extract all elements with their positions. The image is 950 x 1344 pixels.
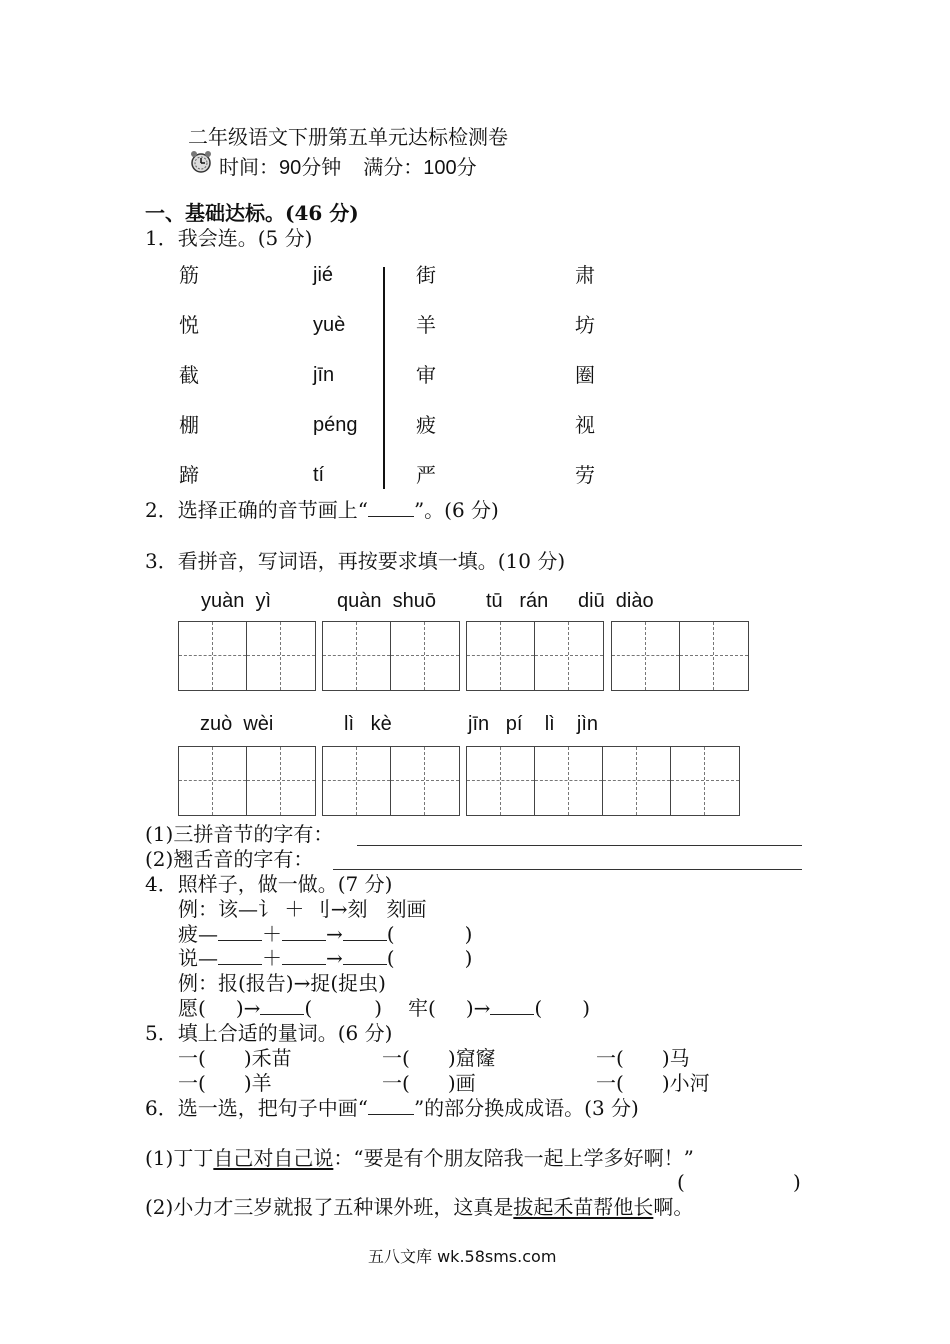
time-label: 时间： [219,155,279,179]
q5-item: 一( )禾苗 [178,1046,292,1070]
score-unit: 分 [456,155,477,179]
q1-right-char-b: 圈 [575,363,595,387]
q6-answer-paren-open: ( [677,1170,685,1194]
q1-right-char-a: 疲 [416,413,436,437]
q1-left-char: 筋 [179,263,199,287]
blank[interactable] [218,922,262,941]
writing-grid[interactable] [178,746,316,816]
q3-pinyin: jīn pí lì jìn [468,713,599,735]
blank[interactable] [282,922,326,941]
time-unit: 分钟 [301,155,342,179]
underline-sample [368,1096,414,1115]
q1-pinyin: tí [313,464,325,486]
q3-sub1-label: (1)三拼音节的字有： [145,822,334,846]
q5-item: 一( )马 [596,1046,690,1070]
writing-grid[interactable] [611,621,749,691]
blank[interactable] [490,996,534,1015]
q1-pinyin: jié [313,264,334,286]
q4-line2: 说— ＋ → ( ) [178,946,473,970]
q1-right-char-a: 严 [416,463,436,487]
q4-title: 4．照样子，做一做。(7 分) [145,872,393,896]
q3-pinyin: diū diào [578,590,654,612]
blank[interactable] [218,946,262,965]
score-value: 100 [423,157,457,179]
writing-grid[interactable] [322,746,460,816]
q5-title: 5．填上合适的量词。(6 分) [145,1021,393,1045]
q3-pinyin: tū rán [486,590,549,612]
exam-info [219,155,477,180]
q1-right-char-b: 视 [575,413,595,437]
q3-sub2-answer-line[interactable] [333,869,802,870]
writing-grid[interactable] [466,746,740,816]
q1-pinyin: yuè [313,314,346,336]
writing-grid[interactable] [178,621,316,691]
q3-title: 3．看拼音，写词语，再按要求填一填。(10 分) [145,549,566,573]
q3-pinyin: zuò wèi [200,713,274,735]
q1-right-char-b: 劳 [575,463,595,487]
q5-item: 一( )小河 [596,1071,710,1095]
q3-pinyin: lì kè [344,713,392,735]
q3-sub1-answer-line[interactable] [357,845,802,846]
q1-right-char-a: 审 [416,363,436,387]
q6-sentence-1: (1)丁丁自己对自己说：“要是有个朋友陪我一起上学多好啊！” [145,1146,694,1170]
q4-example1: 例：该—讠 ＋ 刂→刻 刻画 [178,897,427,921]
blank[interactable] [260,996,304,1015]
q1-right-char-b: 肃 [575,263,595,287]
blank[interactable] [282,946,326,965]
q1-divider [383,267,385,489]
blank[interactable] [343,946,387,965]
q4-example2: 例：报(报告)→捉(捉虫) [178,971,386,995]
q1-pinyin: jīn [313,364,335,386]
section-heading: 一、基础达标。(46 分) [145,201,359,225]
q6-sentence-2: (2)小力才三岁就报了五种课外班，这真是拔起禾苗帮他长啊。 [145,1195,694,1219]
writing-grid[interactable] [466,621,604,691]
writing-grid[interactable] [322,621,460,691]
q2-title: 2．选择正确的音节画上“ ”。(6 分) [145,498,499,522]
underline-sample [368,498,414,517]
q1-left-char: 蹄 [179,463,199,487]
q5-item: 一( )窟窿 [382,1046,496,1070]
q6-title: 6．选一选，把句子中画“ ”的部分换成成语。(3 分) [145,1096,639,1120]
q3-sub2-label: (2)翘舌音的字有： [145,847,314,871]
q1-title: 1．我会连。(5 分) [145,226,313,250]
q6-answer-paren-close: ) [793,1170,801,1194]
q3-pinyin: yuàn yì [201,590,272,612]
document-title: 二年级语文下册第五单元达标检测卷 [188,125,508,149]
q1-right-char-a: 街 [416,263,436,287]
q5-item: 一( )羊 [178,1071,272,1095]
q3-pinyin: quàn shuō [337,590,436,612]
q1-pinyin: péng [313,414,358,436]
q1-right-char-a: 羊 [416,313,436,337]
footer-watermark: 五八文库 wk.58sms.com [368,1247,557,1266]
q4-line3: 愿( )→ ( ) 牢( )→ ( ) [178,996,590,1020]
underlined-phrase: 自己对自己说 [213,1146,334,1170]
underlined-phrase: 拔起禾苗帮他长 [513,1195,654,1219]
score-label: 满分： [363,155,424,179]
alarm-clock-icon [188,149,214,175]
q1-right-char-b: 坊 [575,313,595,337]
q1-left-char: 棚 [179,413,199,437]
q1-left-char: 截 [179,363,199,387]
blank[interactable] [343,922,387,941]
q4-line1: 疲— ＋ → ( ) [178,922,473,946]
q5-item: 一( )画 [382,1071,476,1095]
time-value: 90 [279,157,302,179]
q1-left-char: 悦 [179,313,199,337]
